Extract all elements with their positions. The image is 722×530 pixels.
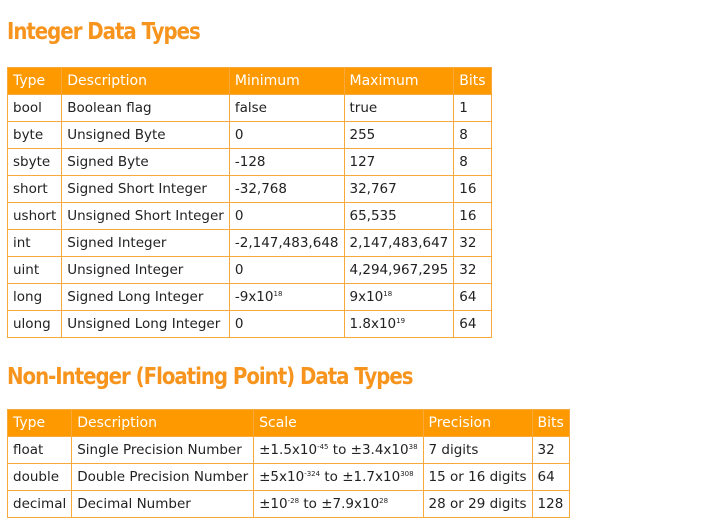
- minimum-value: -9x10: [234, 289, 274, 305]
- maximum-cell: [344, 230, 454, 257]
- scale-upper-value: ±1.7x10: [342, 469, 401, 485]
- description-cell: Unsigned Short Integer: [62, 203, 230, 230]
- maximum-value: true: [349, 100, 378, 116]
- minimum-cell: [229, 284, 344, 311]
- table-row: [8, 95, 492, 122]
- scale-upper-exponent: 308: [400, 470, 414, 478]
- minimum-cell: [229, 176, 344, 203]
- scale-lower-exponent: -324: [304, 470, 321, 478]
- maximum-cell: [344, 176, 454, 203]
- table-row: [8, 284, 492, 311]
- minimum-value: -32,768: [234, 181, 287, 197]
- minimum-value: -2,147,483,648: [234, 235, 339, 251]
- description-cell: Unsigned Long Integer: [62, 311, 230, 338]
- scale-upper-exponent: 28: [379, 497, 389, 505]
- description-cell: Unsigned Byte: [62, 122, 230, 149]
- table-header-row: [8, 410, 570, 437]
- col-header-type: Type: [8, 68, 62, 95]
- maximum-cell: [344, 284, 454, 311]
- scale-cell: [254, 437, 423, 464]
- precision-cell: 15 or 16 digits: [423, 464, 532, 491]
- table-row: [8, 311, 492, 338]
- type-cell: byte: [8, 122, 62, 149]
- type-cell: long: [8, 284, 62, 311]
- scale-upper-exponent: 38: [408, 443, 418, 451]
- description-cell: Boolean flag: [62, 95, 230, 122]
- description-cell: Signed Integer: [62, 230, 230, 257]
- bits-cell: 16: [454, 203, 491, 230]
- description-cell: Unsigned Integer: [62, 257, 230, 284]
- scale-cell: [254, 464, 423, 491]
- table-row: [8, 437, 570, 464]
- maximum-exponent: 18: [383, 290, 393, 298]
- integer-types-table: [7, 67, 492, 338]
- table-row: [8, 176, 492, 203]
- maximum-value: 1.8x10: [349, 316, 397, 332]
- bits-cell: 32: [454, 230, 491, 257]
- bits-cell: 128: [532, 491, 569, 518]
- maximum-value: 65,535: [349, 208, 397, 224]
- type-cell: short: [8, 176, 62, 203]
- bits-cell: 64: [532, 464, 569, 491]
- type-cell: sbyte: [8, 149, 62, 176]
- table-row: [8, 491, 570, 518]
- col-header-minimum: Minimum: [229, 68, 344, 95]
- maximum-cell: [344, 257, 454, 284]
- type-cell: decimal: [8, 491, 72, 518]
- table-row: [8, 203, 492, 230]
- minimum-cell: [229, 122, 344, 149]
- col-header-maximum: Maximum: [344, 68, 454, 95]
- type-cell: int: [8, 230, 62, 257]
- minimum-value: 0: [234, 262, 244, 278]
- description-cell: Decimal Number: [72, 491, 254, 518]
- minimum-value: 0: [234, 127, 244, 143]
- bits-cell: 32: [454, 257, 491, 284]
- col-header-precision: Precision: [423, 410, 532, 437]
- scale-lower-value: ±1.5x10: [259, 442, 318, 458]
- scale-lower-exponent: -45: [317, 443, 329, 451]
- integer-types-heading: Integer Data Types: [7, 19, 200, 45]
- maximum-value: 32,767: [349, 181, 397, 197]
- scale-upper-value: ±3.4x10: [350, 442, 409, 458]
- scale-lower-value: ±10: [259, 496, 288, 512]
- col-header-scale: Scale: [254, 410, 423, 437]
- minimum-cell: [229, 95, 344, 122]
- bits-cell: 32: [532, 437, 569, 464]
- scale-separator: to: [328, 442, 351, 458]
- scale-cell: [254, 491, 423, 518]
- minimum-cell: [229, 230, 344, 257]
- type-cell: ushort: [8, 203, 62, 230]
- bits-cell: 8: [454, 149, 491, 176]
- table-row: [8, 257, 492, 284]
- maximum-value: 127: [349, 154, 376, 170]
- table-header-row: [8, 68, 492, 95]
- bits-cell: 16: [454, 176, 491, 203]
- maximum-cell: [344, 311, 454, 338]
- description-cell: Signed Byte: [62, 149, 230, 176]
- maximum-cell: [344, 203, 454, 230]
- col-header-description: Description: [72, 410, 254, 437]
- bits-cell: 1: [454, 95, 491, 122]
- type-cell: float: [8, 437, 72, 464]
- type-cell: bool: [8, 95, 62, 122]
- type-cell: ulong: [8, 311, 62, 338]
- maximum-value: 9x10: [349, 289, 384, 305]
- minimum-exponent: 18: [273, 290, 283, 298]
- maximum-exponent: 19: [396, 317, 406, 325]
- float-types-table: [7, 409, 570, 518]
- float-types-heading: Non-Integer (Floating Point) Data Types: [7, 364, 413, 390]
- minimum-value: 0: [234, 208, 244, 224]
- minimum-value: -128: [234, 154, 266, 170]
- description-cell: Double Precision Number: [72, 464, 254, 491]
- scale-upper-value: ±7.9x10: [321, 496, 380, 512]
- type-cell: double: [8, 464, 72, 491]
- col-header-bits: Bits: [532, 410, 569, 437]
- minimum-cell: [229, 203, 344, 230]
- description-cell: Single Precision Number: [72, 437, 254, 464]
- type-cell: uint: [8, 257, 62, 284]
- bits-cell: 64: [454, 311, 491, 338]
- table-row: [8, 230, 492, 257]
- maximum-value: 4,294,967,295: [349, 262, 449, 278]
- description-cell: Signed Short Integer: [62, 176, 230, 203]
- maximum-cell: [344, 149, 454, 176]
- maximum-cell: [344, 122, 454, 149]
- minimum-cell: [229, 311, 344, 338]
- col-header-type: Type: [8, 410, 72, 437]
- minimum-value: false: [234, 100, 267, 116]
- bits-cell: 64: [454, 284, 491, 311]
- minimum-value: 0: [234, 316, 244, 332]
- table-row: [8, 149, 492, 176]
- minimum-cell: [229, 257, 344, 284]
- bits-cell: 8: [454, 122, 491, 149]
- scale-separator: to: [320, 469, 343, 485]
- col-header-description: Description: [62, 68, 230, 95]
- table-row: [8, 122, 492, 149]
- scale-separator: to: [299, 496, 322, 512]
- minimum-cell: [229, 149, 344, 176]
- scale-lower-value: ±5x10: [259, 469, 305, 485]
- col-header-bits: Bits: [454, 68, 491, 95]
- maximum-cell: [344, 95, 454, 122]
- description-cell: Signed Long Integer: [62, 284, 230, 311]
- maximum-value: 2,147,483,647: [349, 235, 449, 251]
- precision-cell: 28 or 29 digits: [423, 491, 532, 518]
- scale-lower-exponent: -28: [287, 497, 300, 505]
- precision-cell: 7 digits: [423, 437, 532, 464]
- table-row: [8, 464, 570, 491]
- maximum-value: 255: [349, 127, 376, 143]
